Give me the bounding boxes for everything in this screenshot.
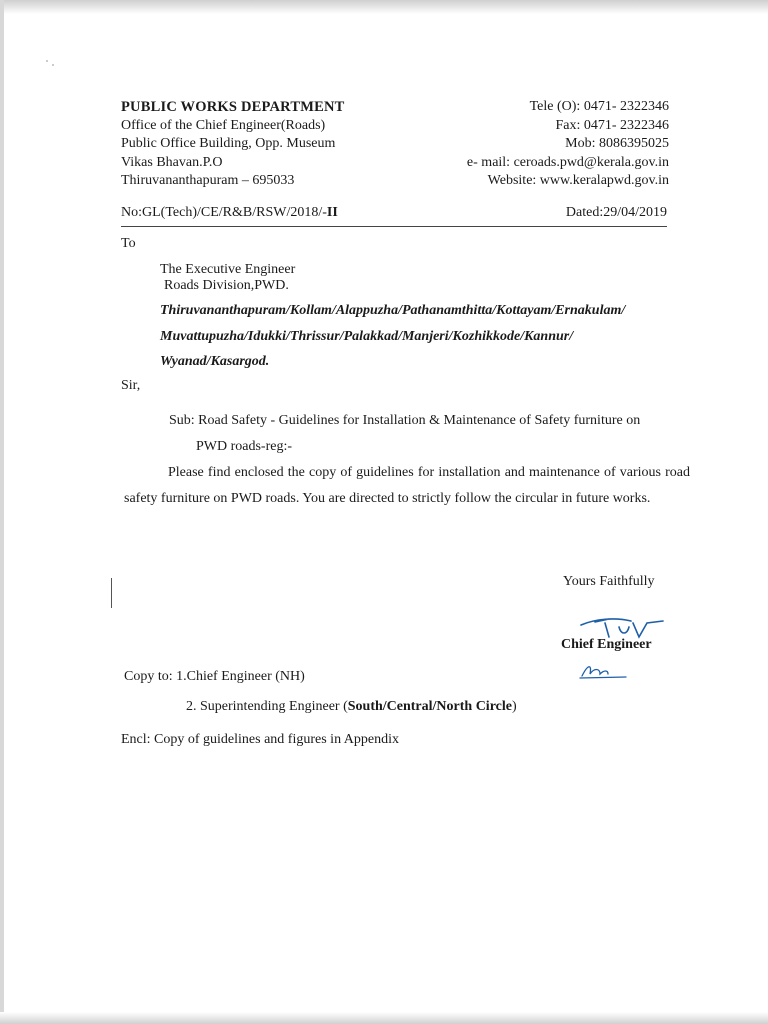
subject [169,408,640,460]
subject-line: Sub: Road Safety - Guidelines for Installation & Maintenance of Safety furniture on [169,413,641,428]
scan-top-edge [0,0,768,14]
office-city: Thiruvananthapuram – 695033 [121,173,295,188]
telephone: Tele (O): 0471- 2322346 [529,99,669,114]
copy-to-line: Copy to: 1.Chief Engineer (NH) [124,669,305,684]
letter-date: Dated:29/04/2019 [565,205,667,220]
salutation: Sir, [121,378,141,393]
subject-line: PWD roads-reg:- [196,439,293,454]
scan-speck [52,64,54,66]
body-text: Please find enclosed the copy of guidelines for installation and maintenance of various road safety furniture on PWD roads. You are directed to strictly follow the circular in future works. [124,465,690,506]
office-building: Public Office Building, Opp. Museum [121,136,336,151]
scan-left-edge [0,0,4,1024]
addressee-title: The Executive Engineer [160,262,296,277]
to-label: To [121,236,136,251]
letter-body [124,460,690,512]
fax: Fax: 0471- 2322346 [555,117,669,133]
closing: Yours Faithfully [563,574,655,589]
office-name: Office of the Chief Engineer(Roads) [121,117,326,133]
email: e- mail: ceroads.pwd@kerala.gov.in [466,154,669,170]
district-line: Muvattupuzha/Idukki/Thrissur/Palakkad/Manjeri/Kozhikkode/Kannur/ [160,328,574,344]
scan-speck [46,60,48,62]
district-list [160,298,625,375]
addressee-division: Roads Division,PWD. [164,278,289,293]
district-line: Wyanad/Kasargod. [160,354,270,369]
office-po: Vikas Bhavan.P.O [121,154,223,170]
margin-mark [111,578,112,608]
district-line: Thiruvananthapuram/Kollam/Alappuzha/Pathanamthitta/Kottayam/Ernakulam/ [160,303,626,318]
department-name: PUBLIC WORKS DEPARTMENT [121,99,345,115]
addressee [160,262,295,294]
reference-number: No:GL(Tech)/CE/R&B/RSW/2018/-II [121,205,338,220]
mobile: Mob: 8086395025 [565,136,669,151]
scan-bottom-edge [0,1012,768,1024]
letterhead-contacts [467,98,669,191]
website: Website: www.keralapwd.gov.in [487,173,669,188]
enclosure-line: Encl: Copy of guidelines and figures in Appendix [121,732,400,747]
letterhead-left [121,98,345,191]
initials-mark [578,660,628,682]
signer-title: Chief Engineer [561,637,652,652]
header-divider [121,226,667,227]
copy-to-line: 2. Superintending Engineer (South/Central/North Circle) [186,699,517,714]
